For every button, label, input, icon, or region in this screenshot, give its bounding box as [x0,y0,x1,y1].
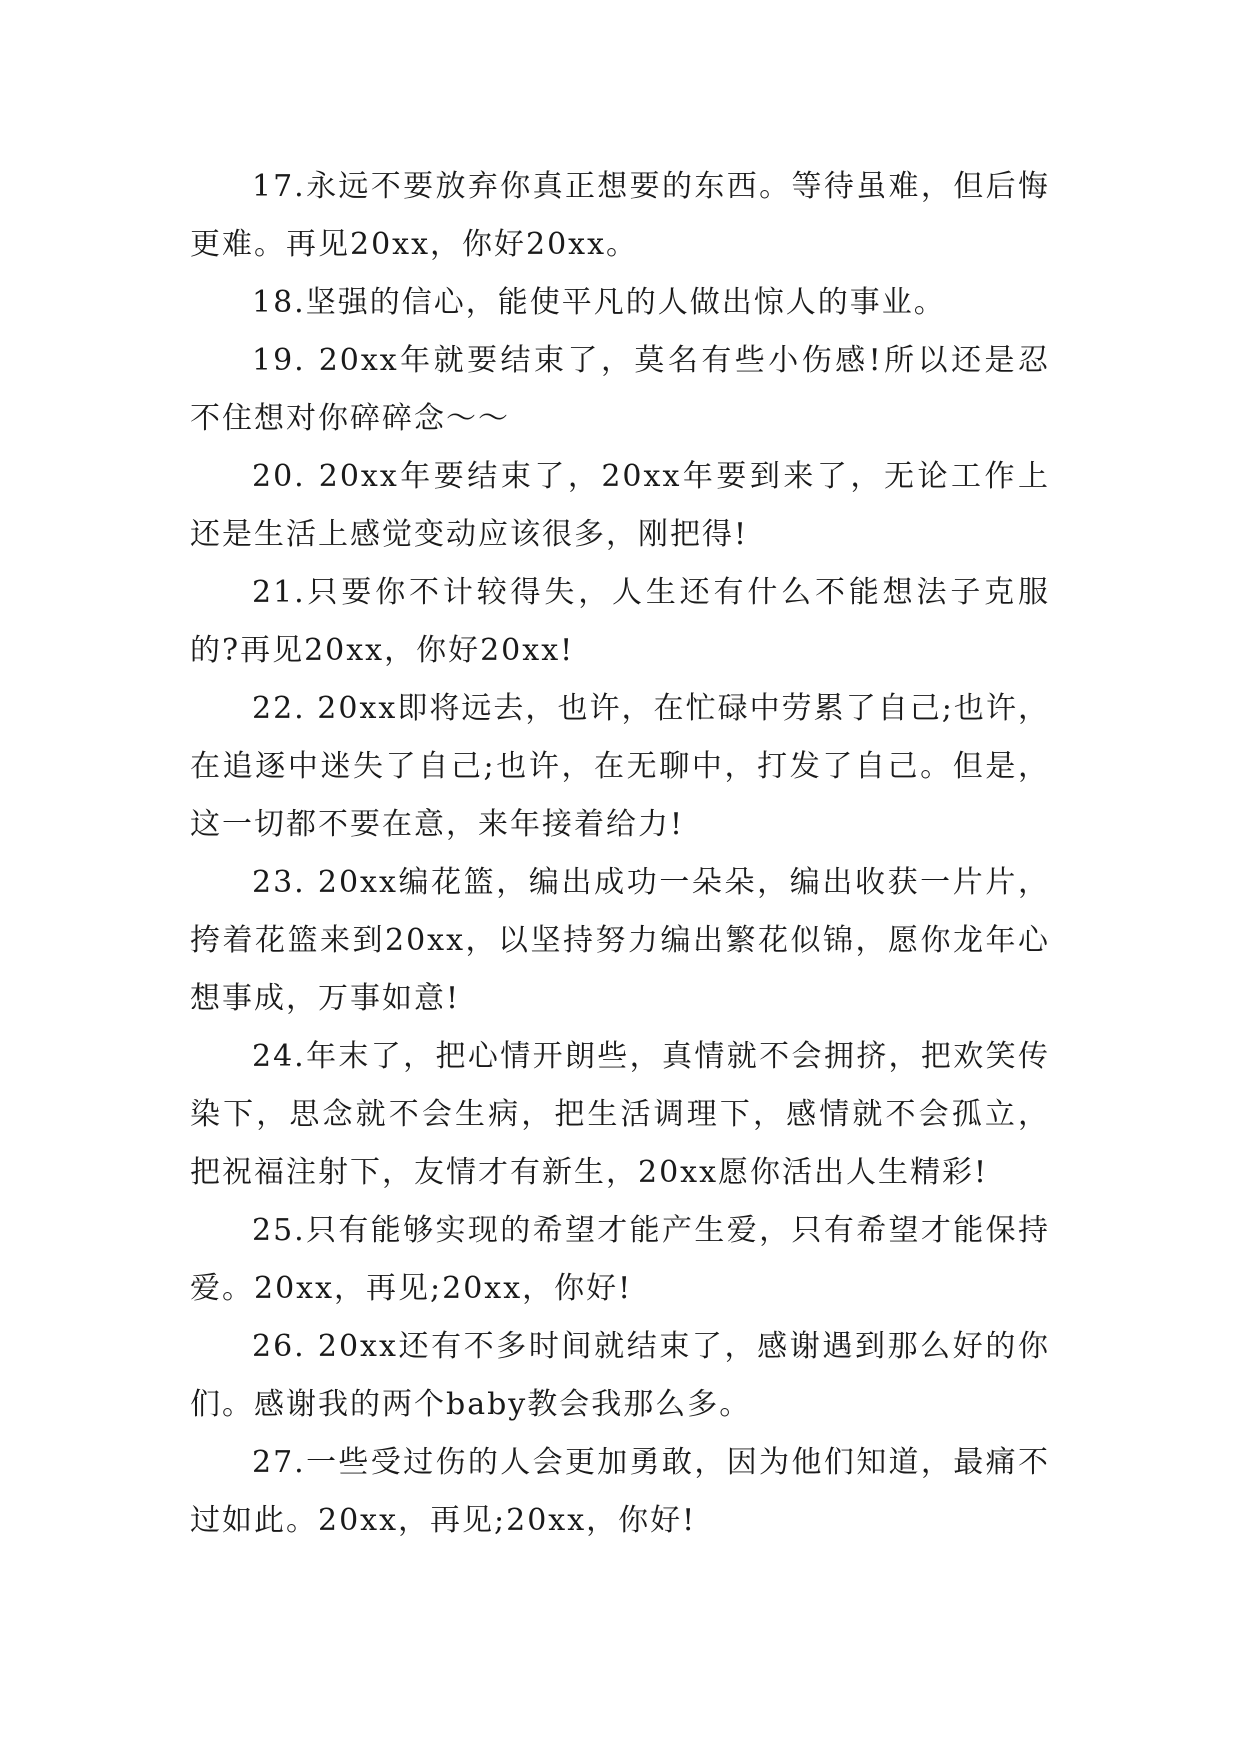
paragraph-26: 26. 20xx还有不多时间就结束了，感谢遇到那么好的你们。感谢我的两个baby教会我那么多。 [190,1329,1050,1422]
paragraph-19: 19. 20xx年就要结束了，莫名有些小伤感!所以还是忍不住想对你碎碎念～～ [190,343,1050,436]
paragraph-20: 20. 20xx年要结束了，20xx年要到来了，无论工作上还是生活上感觉变动应该很多，刚把得! [190,459,1050,552]
paragraph-24: 24.年末了，把心情开朗些，真情就不会拥挤，把欢笑传染下，思念就不会生病，把生活调理下，感情就不会孤立，把祝福注射下，友情才有新生，20xx愿你活出人生精彩! [190,1039,1050,1190]
paragraph-25: 25.只有能够实现的希望才能产生爱，只有希望才能保持爱。20xx，再见;20xx，你好! [190,1213,1050,1306]
paragraph-23: 23. 20xx编花篮，编出成功一朵朵，编出收获一片片，挎着花篮来到20xx，以坚持努力编出繁花似锦，愿你龙年心想事成，万事如意! [190,865,1050,1016]
paragraph-21: 21.只要你不计较得失，人生还有什么不能想法子克服的?再见20xx，你好20xx! [190,575,1050,668]
paragraph-18: 18.坚强的信心，能使平凡的人做出惊人的事业。 [252,285,946,320]
paragraph-17: 17.永远不要放弃你真正想要的东西。等待虽难，但后悔更难。再见20xx，你好20xx。 [190,169,1050,262]
paragraph-27: 27.一些受过伤的人会更加勇敢，因为他们知道，最痛不过如此。20xx，再见;20xx，你好! [190,1445,1050,1538]
document-body [190,158,1050,1550]
paragraph-22: 22. 20xx即将远去，也许，在忙碌中劳累了自己;也许，在追逐中迷失了自己;也许，在无聊中，打发了自己。但是，这一切都不要在意，来年接着给力! [190,691,1050,842]
